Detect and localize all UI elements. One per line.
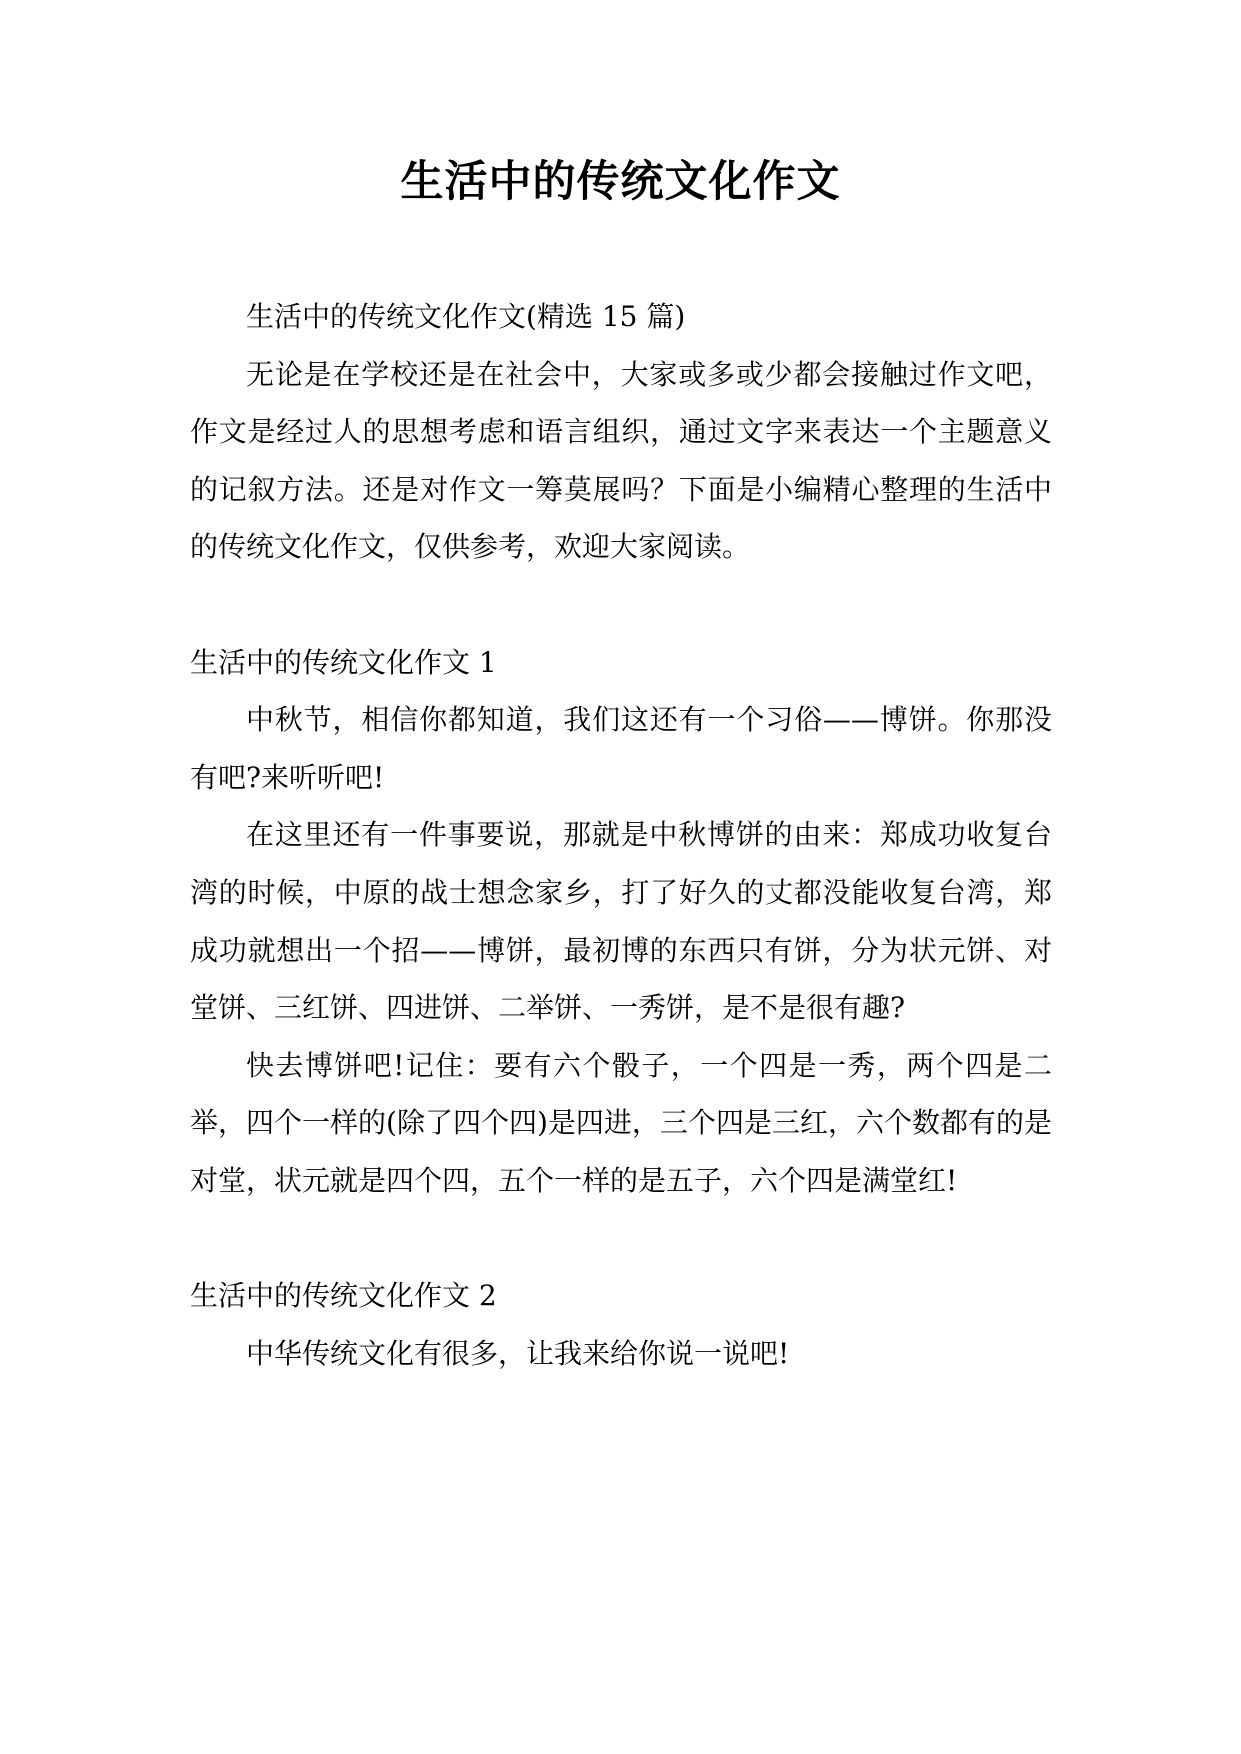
section-spacer bbox=[190, 576, 1052, 634]
document-subtitle: 生活中的传统文化作文(精选 15 篇) bbox=[246, 300, 686, 333]
section-spacer bbox=[190, 1210, 1052, 1268]
essay-section-1 bbox=[190, 634, 1052, 1210]
section-heading: 生活中的传统文化作文 1 bbox=[190, 645, 497, 679]
document-title: 生活中的传统文化作文 bbox=[400, 157, 841, 207]
section-paragraph: 中华传统文化有很多，让我来给你说一说吧! bbox=[246, 1336, 790, 1370]
intro-paragraph: 无论是在学校还是在社会中，大家或多或少都会接触过作文吧，作文是经过人的思想考虑和语言组织，通过文字来表达一个主题意义的记叙方法。还是对作文一筹莫展吗？下面是小编精心整理的生活中的传统文化作文，仅供参考，欢迎大家阅读。 bbox=[190, 357, 1052, 564]
section-paragraph: 快去博饼吧!记住：要有六个骰子，一个四是一秀，两个四是二举，四个一样的(除了四个四)是四进，三个四是三红，六个数都有的是对堂，状元就是四个四，五个一样的是五子，六个四是满堂红! bbox=[190, 1048, 1052, 1197]
document-body bbox=[190, 288, 1052, 1382]
section-paragraph: 在这里还有一件事要说，那就是中秋博饼的由来：郑成功收复台湾的时候，中原的战士想念家乡，打了好久的丈都没能收复台湾，郑成功就想出一个招——博饼，最初博的东西只有饼，分为状元饼、对堂饼、三红饼、四进饼、二举饼、一秀饼，是不是很有趣? bbox=[190, 818, 1052, 1025]
section-heading: 生活中的传统文化作文 2 bbox=[190, 1279, 497, 1313]
essay-section-2 bbox=[190, 1267, 1052, 1382]
section-paragraph: 中秋节，相信你都知道，我们这还有一个习俗——博饼。你那没有吧?来听听吧! bbox=[190, 703, 1052, 794]
